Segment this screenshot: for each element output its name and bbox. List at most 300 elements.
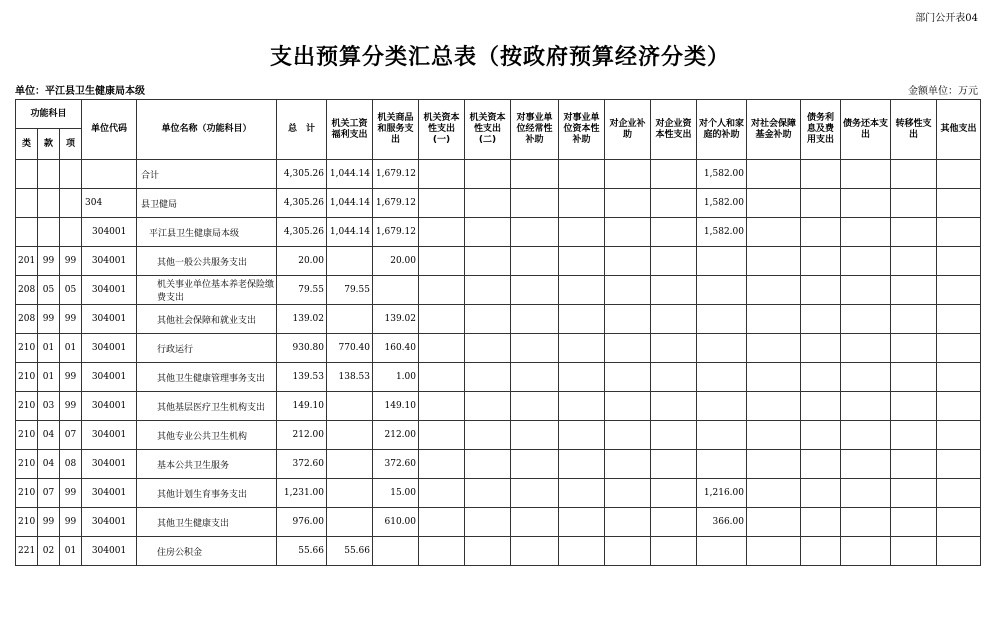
amount-cell-10 (747, 421, 801, 450)
col-header-11: 债务利息及费用支出 (801, 100, 841, 160)
amount-cell-9: 1,582.00 (697, 218, 747, 247)
amount-cell-4 (465, 218, 511, 247)
amount-cell-1 (327, 305, 373, 334)
lei-cell: 210 (16, 450, 38, 479)
lei-cell: 208 (16, 276, 38, 305)
xiang-cell (60, 189, 82, 218)
total-cell: 1,231.00 (277, 479, 327, 508)
unit-code-cell: 304001 (82, 363, 137, 392)
amount-cell-14 (937, 305, 981, 334)
amount-cell-8 (651, 363, 697, 392)
amount-cell-1: 1,044.14 (327, 218, 373, 247)
amount-cell-5 (511, 276, 559, 305)
amount-cell-2: 372.60 (373, 450, 419, 479)
amount-cell-7 (605, 479, 651, 508)
total-cell: 149.10 (277, 392, 327, 421)
unit-code-cell: 304001 (82, 218, 137, 247)
table-row (16, 276, 981, 305)
amount-cell-14 (937, 247, 981, 276)
amount-cell-10 (747, 305, 801, 334)
amount-cell-3 (419, 305, 465, 334)
unit-name-cell: 其他专业公共卫生机构 (137, 421, 277, 450)
amount-cell-13 (891, 247, 937, 276)
table-row (16, 247, 981, 276)
table-row (16, 363, 981, 392)
amount-cell-4 (465, 334, 511, 363)
page-title: 支出预算分类汇总表（按政府预算经济分类） (269, 45, 730, 70)
unit-code-cell: 304001 (82, 305, 137, 334)
amount-cell-5 (511, 450, 559, 479)
amount-cell-1 (327, 479, 373, 508)
unit-code-cell: 304001 (82, 247, 137, 276)
function-subject-header: 功能科目 (16, 100, 82, 129)
kuan-cell (38, 160, 60, 189)
amount-cell-12 (841, 189, 891, 218)
unit-code-cell: 304001 (82, 392, 137, 421)
unit-name-cell: 合计 (137, 160, 277, 189)
amount-cell-9 (697, 276, 747, 305)
amount-cell-3 (419, 421, 465, 450)
amount-cell-1 (327, 508, 373, 537)
amount-cell-4 (465, 247, 511, 276)
amount-cell-10 (747, 334, 801, 363)
unit-name-cell: 县卫健局 (137, 189, 277, 218)
unit-name-cell: 其他一般公共服务支出 (137, 247, 277, 276)
unit-name-cell: 其他卫生健康支出 (137, 508, 277, 537)
amount-cell-2: 160.40 (373, 334, 419, 363)
lei-cell (16, 189, 38, 218)
amount-cell-8 (651, 305, 697, 334)
kuan-cell: 01 (38, 334, 60, 363)
unit-name-cell: 其他基层医疗卫生机构支出 (137, 392, 277, 421)
xiang-cell: 01 (60, 334, 82, 363)
amount-cell-2: 20.00 (373, 247, 419, 276)
amount-cell-11 (801, 450, 841, 479)
amount-cell-13 (891, 218, 937, 247)
lei-cell: 210 (16, 334, 38, 363)
total-cell: 930.80 (277, 334, 327, 363)
amount-cell-2: 15.00 (373, 479, 419, 508)
unit-code-cell (82, 160, 137, 189)
unit-code-cell: 304001 (82, 276, 137, 305)
amount-cell-7 (605, 537, 651, 566)
amount-cell-3 (419, 160, 465, 189)
col-header-12: 债务还本支出 (841, 100, 891, 160)
amount-cell-13 (891, 189, 937, 218)
amount-cell-3 (419, 334, 465, 363)
amount-cell-13 (891, 537, 937, 566)
kuan-cell: 01 (38, 363, 60, 392)
amount-cell-6 (559, 479, 605, 508)
total-cell: 372.60 (277, 450, 327, 479)
amount-cell-11 (801, 508, 841, 537)
amount-cell-11 (801, 218, 841, 247)
amount-cell-3 (419, 479, 465, 508)
amount-cell-13 (891, 450, 937, 479)
amount-cell-13 (891, 479, 937, 508)
amount-cell-6 (559, 537, 605, 566)
amount-cell-1: 79.55 (327, 276, 373, 305)
unit-label: 单位：平江县卫生健康局本级 (15, 86, 145, 97)
table-row (16, 218, 981, 247)
unit-name-cell: 其他计划生育事务支出 (137, 479, 277, 508)
amount-cell-12 (841, 508, 891, 537)
amount-cell-5 (511, 160, 559, 189)
kuan-cell: 99 (38, 305, 60, 334)
kuan-cell: 99 (38, 247, 60, 276)
kuan-cell: 04 (38, 450, 60, 479)
lei-cell: 210 (16, 508, 38, 537)
amount-cell-1: 138.53 (327, 363, 373, 392)
amount-cell-5 (511, 247, 559, 276)
table-row (16, 450, 981, 479)
amount-cell-4 (465, 508, 511, 537)
amount-cell-1 (327, 392, 373, 421)
amount-cell-13 (891, 334, 937, 363)
amount-cell-6 (559, 218, 605, 247)
unit-code-header: 单位代码 (82, 100, 137, 160)
amount-cell-3 (419, 508, 465, 537)
amount-cell-6 (559, 247, 605, 276)
total-cell: 4,305.26 (277, 160, 327, 189)
amount-cell-8 (651, 247, 697, 276)
amount-cell-7 (605, 508, 651, 537)
amount-cell-8 (651, 276, 697, 305)
amount-cell-14 (937, 392, 981, 421)
amount-cell-2: 1.00 (373, 363, 419, 392)
amount-cell-12 (841, 305, 891, 334)
col-header-7: 对企业补助 (605, 100, 651, 160)
amount-cell-8 (651, 450, 697, 479)
amount-cell-10 (747, 247, 801, 276)
amount-cell-10 (747, 218, 801, 247)
currency-unit-label: 金额单位：万元 (908, 86, 978, 97)
amount-cell-4 (465, 160, 511, 189)
amount-cell-8 (651, 218, 697, 247)
unit-name-cell: 基本公共卫生服务 (137, 450, 277, 479)
xiang-header: 项 (60, 129, 82, 160)
col-header-8: 对企业资本性支出 (651, 100, 697, 160)
amount-cell-5 (511, 392, 559, 421)
amount-cell-10 (747, 392, 801, 421)
total-cell: 212.00 (277, 421, 327, 450)
xiang-cell: 01 (60, 537, 82, 566)
amount-cell-12 (841, 218, 891, 247)
col-header-5: 对事业单位经常性补助 (511, 100, 559, 160)
amount-cell-2: 139.02 (373, 305, 419, 334)
col-header-10: 对社会保障基金补助 (747, 100, 801, 160)
amount-cell-7 (605, 218, 651, 247)
xiang-cell: 07 (60, 421, 82, 450)
amount-cell-1: 55.66 (327, 537, 373, 566)
amount-cell-12 (841, 450, 891, 479)
amount-cell-14 (937, 334, 981, 363)
unit-name-cell: 机关事业单位基本养老保险缴费支出 (137, 276, 277, 305)
amount-cell-2: 1,679.12 (373, 189, 419, 218)
col-header-4: 机关资本性支出(二) (465, 100, 511, 160)
amount-cell-10 (747, 189, 801, 218)
amount-cell-12 (841, 392, 891, 421)
total-cell: 976.00 (277, 508, 327, 537)
amount-cell-9: 1,582.00 (697, 189, 747, 218)
amount-cell-11 (801, 276, 841, 305)
unit-code-cell: 304 (82, 189, 137, 218)
amount-cell-8 (651, 508, 697, 537)
amount-cell-7 (605, 160, 651, 189)
amount-cell-10 (747, 479, 801, 508)
total-cell: 20.00 (277, 247, 327, 276)
amount-cell-4 (465, 363, 511, 392)
amount-cell-6 (559, 392, 605, 421)
amount-cell-2 (373, 537, 419, 566)
col-header-14: 其他支出 (937, 100, 981, 160)
amount-cell-2: 149.10 (373, 392, 419, 421)
amount-cell-12 (841, 160, 891, 189)
total-cell: 4,305.26 (277, 218, 327, 247)
col-header-1: 机关工资福利支出 (327, 100, 373, 160)
amount-cell-14 (937, 189, 981, 218)
kuan-cell: 05 (38, 276, 60, 305)
amount-cell-7 (605, 334, 651, 363)
xiang-cell: 99 (60, 508, 82, 537)
amount-cell-9 (697, 305, 747, 334)
xiang-cell: 99 (60, 305, 82, 334)
amount-cell-5 (511, 537, 559, 566)
amount-cell-3 (419, 450, 465, 479)
amount-cell-9 (697, 334, 747, 363)
amount-cell-2: 1,679.12 (373, 218, 419, 247)
amount-cell-10 (747, 537, 801, 566)
amount-cell-4 (465, 392, 511, 421)
col-header-3: 机关资本性支出(一) (419, 100, 465, 160)
amount-cell-1: 1,044.14 (327, 160, 373, 189)
amount-cell-5 (511, 508, 559, 537)
xiang-cell: 99 (60, 247, 82, 276)
amount-cell-12 (841, 276, 891, 305)
xiang-cell: 99 (60, 392, 82, 421)
amount-cell-13 (891, 508, 937, 537)
unit-name-cell: 行政运行 (137, 334, 277, 363)
kuan-cell: 99 (38, 508, 60, 537)
amount-cell-4 (465, 189, 511, 218)
amount-cell-14 (937, 450, 981, 479)
unit-code-cell: 304001 (82, 479, 137, 508)
amount-cell-7 (605, 363, 651, 392)
amount-cell-6 (559, 276, 605, 305)
amount-cell-9: 1,582.00 (697, 160, 747, 189)
amount-cell-10 (747, 363, 801, 392)
amount-cell-9 (697, 537, 747, 566)
amount-cell-8 (651, 479, 697, 508)
amount-cell-14 (937, 537, 981, 566)
amount-cell-11 (801, 334, 841, 363)
lei-cell: 210 (16, 363, 38, 392)
total-cell: 4,305.26 (277, 189, 327, 218)
amount-cell-6 (559, 421, 605, 450)
table-row (16, 508, 981, 537)
amount-cell-1 (327, 421, 373, 450)
amount-cell-4 (465, 276, 511, 305)
lei-cell: 210 (16, 479, 38, 508)
amount-cell-11 (801, 537, 841, 566)
amount-cell-14 (937, 276, 981, 305)
amount-cell-10 (747, 450, 801, 479)
amount-cell-1 (327, 450, 373, 479)
amount-cell-7 (605, 421, 651, 450)
amount-cell-13 (891, 305, 937, 334)
total-header: 总 计 (277, 100, 327, 160)
amount-cell-4 (465, 450, 511, 479)
table-row (16, 160, 981, 189)
amount-cell-4 (465, 479, 511, 508)
budget-table (15, 99, 981, 566)
unit-name-cell: 平江县卫生健康局本级 (137, 218, 277, 247)
amount-cell-10 (747, 276, 801, 305)
xiang-cell (60, 160, 82, 189)
amount-cell-9 (697, 450, 747, 479)
amount-cell-12 (841, 421, 891, 450)
amount-cell-13 (891, 276, 937, 305)
kuan-cell: 07 (38, 479, 60, 508)
amount-cell-14 (937, 218, 981, 247)
total-cell: 55.66 (277, 537, 327, 566)
amount-cell-11 (801, 189, 841, 218)
amount-cell-7 (605, 247, 651, 276)
amount-cell-12 (841, 537, 891, 566)
amount-cell-8 (651, 421, 697, 450)
amount-cell-3 (419, 247, 465, 276)
amount-cell-14 (937, 479, 981, 508)
amount-cell-2: 212.00 (373, 421, 419, 450)
amount-cell-11 (801, 305, 841, 334)
amount-cell-8 (651, 537, 697, 566)
unit-name-cell: 住房公积金 (137, 537, 277, 566)
amount-cell-7 (605, 450, 651, 479)
amount-cell-1: 1,044.14 (327, 189, 373, 218)
unit-code-cell: 304001 (82, 537, 137, 566)
amount-cell-7 (605, 276, 651, 305)
total-cell: 79.55 (277, 276, 327, 305)
amount-cell-10 (747, 508, 801, 537)
xiang-cell (60, 218, 82, 247)
unit-name-cell: 其他社会保障和就业支出 (137, 305, 277, 334)
xiang-cell: 99 (60, 363, 82, 392)
amount-cell-3 (419, 363, 465, 392)
unit-code-cell: 304001 (82, 421, 137, 450)
kuan-cell: 02 (38, 537, 60, 566)
amount-cell-7 (605, 189, 651, 218)
total-cell: 139.53 (277, 363, 327, 392)
lei-header: 类 (16, 129, 38, 160)
amount-cell-6 (559, 363, 605, 392)
unit-code-cell: 304001 (82, 450, 137, 479)
amount-cell-6 (559, 508, 605, 537)
amount-cell-6 (559, 160, 605, 189)
amount-cell-12 (841, 363, 891, 392)
amount-cell-11 (801, 363, 841, 392)
amount-cell-14 (937, 160, 981, 189)
kuan-cell: 03 (38, 392, 60, 421)
amount-cell-3 (419, 276, 465, 305)
table-body (16, 160, 981, 566)
table-row (16, 421, 981, 450)
amount-cell-2 (373, 276, 419, 305)
amount-cell-5 (511, 363, 559, 392)
table-row (16, 392, 981, 421)
amount-cell-11 (801, 160, 841, 189)
col-header-9: 对个人和家庭的补助 (697, 100, 747, 160)
lei-cell: 201 (16, 247, 38, 276)
lei-cell (16, 218, 38, 247)
amount-cell-3 (419, 218, 465, 247)
lei-cell: 210 (16, 392, 38, 421)
amount-cell-2: 610.00 (373, 508, 419, 537)
amount-cell-9 (697, 247, 747, 276)
lei-cell (16, 160, 38, 189)
amount-cell-8 (651, 160, 697, 189)
amount-cell-3 (419, 189, 465, 218)
xiang-cell: 05 (60, 276, 82, 305)
table-row (16, 189, 981, 218)
amount-cell-3 (419, 537, 465, 566)
amount-cell-6 (559, 189, 605, 218)
amount-cell-5 (511, 421, 559, 450)
amount-cell-9 (697, 363, 747, 392)
table-row (16, 305, 981, 334)
amount-cell-9 (697, 392, 747, 421)
amount-cell-2: 1,679.12 (373, 160, 419, 189)
amount-cell-13 (891, 392, 937, 421)
amount-cell-11 (801, 247, 841, 276)
lei-cell: 221 (16, 537, 38, 566)
unit-code-cell: 304001 (82, 334, 137, 363)
amount-cell-13 (891, 363, 937, 392)
table-row (16, 334, 981, 363)
unit-code-cell: 304001 (82, 508, 137, 537)
amount-cell-14 (937, 508, 981, 537)
amount-cell-6 (559, 334, 605, 363)
amount-cell-5 (511, 218, 559, 247)
amount-cell-8 (651, 189, 697, 218)
amount-cell-4 (465, 421, 511, 450)
kuan-cell (38, 189, 60, 218)
amount-cell-9: 366.00 (697, 508, 747, 537)
total-cell: 139.02 (277, 305, 327, 334)
amount-cell-12 (841, 334, 891, 363)
amount-cell-9 (697, 421, 747, 450)
amount-cell-13 (891, 421, 937, 450)
amount-cell-13 (891, 160, 937, 189)
amount-cell-1: 770.40 (327, 334, 373, 363)
amount-cell-11 (801, 421, 841, 450)
amount-cell-14 (937, 363, 981, 392)
amount-cell-5 (511, 305, 559, 334)
lei-cell: 210 (16, 421, 38, 450)
col-header-2: 机关商品和服务支出 (373, 100, 419, 160)
col-header-13: 转移性支出 (891, 100, 937, 160)
unit-name-header: 单位名称（功能科目） (137, 100, 277, 160)
kuan-cell (38, 218, 60, 247)
amount-cell-11 (801, 479, 841, 508)
amount-cell-9: 1,216.00 (697, 479, 747, 508)
table-row (16, 479, 981, 508)
kuan-cell: 04 (38, 421, 60, 450)
amount-cell-6 (559, 305, 605, 334)
table-number-label: 部门公开表04 (915, 13, 978, 24)
amount-cell-5 (511, 334, 559, 363)
amount-cell-7 (605, 392, 651, 421)
table-row (16, 537, 981, 566)
